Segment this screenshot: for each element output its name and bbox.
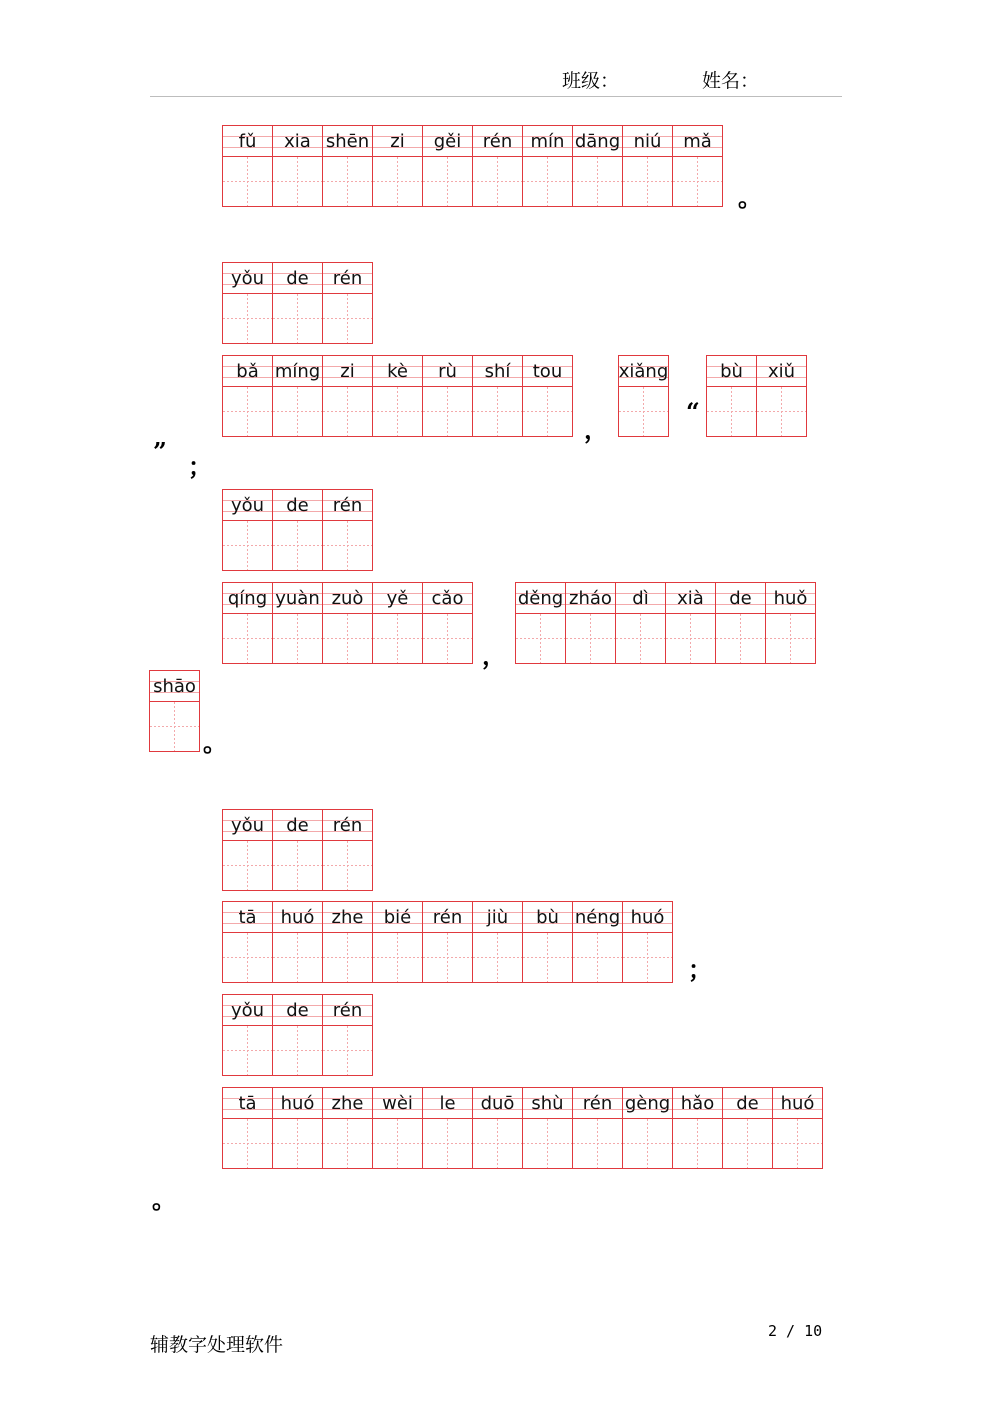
pinyin-label: dì bbox=[616, 583, 665, 614]
char-cell bbox=[757, 355, 807, 437]
pinyin-label: míng bbox=[273, 356, 322, 387]
pinyin-label: de bbox=[273, 810, 322, 841]
pinyin-label: shí bbox=[473, 356, 522, 387]
char-cell bbox=[716, 582, 766, 664]
period-1: 。 bbox=[738, 183, 762, 212]
writing-box[interactable] bbox=[573, 933, 622, 982]
writing-box[interactable] bbox=[273, 1119, 322, 1168]
pinyin-label: de bbox=[273, 263, 322, 294]
pinyin-label: huó bbox=[273, 902, 322, 933]
char-cell bbox=[423, 1087, 473, 1169]
writing-box[interactable] bbox=[273, 841, 322, 890]
writing-box[interactable] bbox=[473, 1119, 522, 1168]
writing-box[interactable] bbox=[273, 521, 322, 570]
pinyin-label: yǒu bbox=[223, 810, 272, 841]
pinyin-label: rén bbox=[473, 126, 522, 157]
writing-box[interactable] bbox=[323, 294, 372, 343]
pinyin-group-13 bbox=[222, 1087, 823, 1169]
char-cell bbox=[223, 125, 273, 207]
pinyin-label: xia bbox=[273, 126, 322, 157]
comma-2: ， bbox=[482, 641, 506, 670]
writing-box[interactable] bbox=[757, 387, 806, 436]
writing-box[interactable] bbox=[573, 157, 622, 206]
pinyin-label: néng bbox=[573, 902, 622, 933]
char-cell bbox=[516, 582, 566, 664]
char-cell bbox=[773, 1087, 823, 1169]
writing-box[interactable] bbox=[716, 614, 765, 663]
char-cell bbox=[573, 125, 623, 207]
pinyin-label: zhe bbox=[323, 902, 372, 933]
pinyin-label: rén bbox=[323, 263, 372, 294]
char-cell bbox=[473, 125, 523, 207]
pinyin-label: xiǎng bbox=[619, 356, 668, 387]
pinyin-label: zuò bbox=[323, 583, 372, 614]
class-label: 班级： bbox=[562, 70, 620, 92]
char-cell bbox=[323, 901, 373, 983]
pinyin-label: zháo bbox=[566, 583, 615, 614]
writing-box[interactable] bbox=[473, 933, 522, 982]
writing-box[interactable] bbox=[707, 387, 756, 436]
char-cell bbox=[223, 355, 273, 437]
writing-box[interactable] bbox=[373, 933, 422, 982]
writing-box[interactable] bbox=[223, 157, 272, 206]
writing-box[interactable] bbox=[323, 841, 372, 890]
char-cell bbox=[616, 582, 666, 664]
writing-box[interactable] bbox=[623, 933, 672, 982]
char-cell bbox=[323, 489, 373, 571]
writing-box[interactable] bbox=[766, 614, 815, 663]
page-number: 2 / 10 bbox=[768, 1322, 823, 1340]
writing-box[interactable] bbox=[373, 157, 422, 206]
pinyin-label: qíng bbox=[223, 583, 272, 614]
writing-box[interactable] bbox=[523, 933, 572, 982]
char-cell bbox=[273, 355, 323, 437]
char-cell bbox=[223, 994, 273, 1076]
writing-box[interactable] bbox=[223, 1119, 272, 1168]
writing-box[interactable] bbox=[673, 157, 722, 206]
pinyin-label: kè bbox=[373, 356, 422, 387]
char-cell bbox=[523, 1087, 573, 1169]
writing-box[interactable] bbox=[423, 157, 472, 206]
writing-box[interactable] bbox=[423, 614, 472, 663]
pinyin-label: zhe bbox=[323, 1088, 372, 1119]
semicolon-1: ； bbox=[188, 452, 212, 481]
pinyin-label: bù bbox=[523, 902, 572, 933]
pinyin-label: zi bbox=[373, 126, 422, 157]
pinyin-label: mǎ bbox=[673, 126, 722, 157]
pinyin-label: tou bbox=[523, 356, 572, 387]
writing-box[interactable] bbox=[373, 387, 422, 436]
semicolon-2: ； bbox=[688, 955, 712, 984]
pinyin-group-12 bbox=[222, 994, 373, 1076]
pinyin-group-5 bbox=[706, 355, 807, 437]
writing-box[interactable] bbox=[223, 933, 272, 982]
writing-box[interactable] bbox=[516, 614, 565, 663]
writing-box[interactable] bbox=[323, 1026, 372, 1075]
char-cell bbox=[673, 1087, 723, 1169]
writing-box[interactable] bbox=[273, 294, 322, 343]
pinyin-label: huó bbox=[773, 1088, 822, 1119]
pinyin-label: děng bbox=[516, 583, 565, 614]
writing-box[interactable] bbox=[223, 387, 272, 436]
pinyin-group-7 bbox=[222, 582, 473, 664]
pinyin-label: niú bbox=[623, 126, 672, 157]
char-cell bbox=[473, 355, 523, 437]
char-cell bbox=[323, 1087, 373, 1169]
pinyin-label: le bbox=[423, 1088, 472, 1119]
writing-box[interactable] bbox=[273, 614, 322, 663]
char-cell bbox=[223, 1087, 273, 1169]
pinyin-label: yǒu bbox=[223, 995, 272, 1026]
writing-box[interactable] bbox=[773, 1119, 822, 1168]
char-cell bbox=[273, 994, 323, 1076]
pinyin-group-11 bbox=[222, 901, 673, 983]
pinyin-label: de bbox=[723, 1088, 772, 1119]
char-cell bbox=[223, 262, 273, 344]
writing-box[interactable] bbox=[223, 614, 272, 663]
pinyin-label: rù bbox=[423, 356, 472, 387]
writing-box[interactable] bbox=[623, 157, 672, 206]
writing-box[interactable] bbox=[223, 1026, 272, 1075]
writing-box[interactable] bbox=[619, 387, 668, 436]
writing-box[interactable] bbox=[673, 1119, 722, 1168]
name-label: 姓名： bbox=[702, 70, 760, 92]
writing-box[interactable] bbox=[623, 1119, 672, 1168]
pinyin-label: gěi bbox=[423, 126, 472, 157]
char-cell bbox=[473, 1087, 523, 1169]
writing-box[interactable] bbox=[573, 1119, 622, 1168]
pinyin-label: rén bbox=[323, 490, 372, 521]
header-rule bbox=[150, 96, 842, 97]
pinyin-label: de bbox=[716, 583, 765, 614]
pinyin-label: zi bbox=[323, 356, 372, 387]
pinyin-group-2 bbox=[222, 262, 373, 344]
pinyin-label: rén bbox=[323, 810, 372, 841]
char-cell bbox=[373, 355, 423, 437]
char-cell bbox=[523, 125, 573, 207]
writing-box[interactable] bbox=[273, 1026, 322, 1075]
char-cell bbox=[273, 1087, 323, 1169]
writing-box[interactable] bbox=[423, 933, 472, 982]
char-cell bbox=[373, 901, 423, 983]
period-2: 。 bbox=[203, 728, 227, 757]
pinyin-label: duō bbox=[473, 1088, 522, 1119]
writing-box[interactable] bbox=[223, 841, 272, 890]
pinyin-label: huó bbox=[273, 1088, 322, 1119]
writing-box[interactable] bbox=[373, 1119, 422, 1168]
char-cell bbox=[323, 994, 373, 1076]
pinyin-label: tā bbox=[223, 1088, 272, 1119]
char-cell bbox=[273, 262, 323, 344]
pinyin-group-9 bbox=[149, 670, 200, 752]
writing-box[interactable] bbox=[723, 1119, 772, 1168]
pinyin-group-4 bbox=[618, 355, 669, 437]
pinyin-label: yǒu bbox=[223, 490, 272, 521]
char-cell bbox=[523, 901, 573, 983]
char-cell bbox=[423, 355, 473, 437]
writing-box[interactable] bbox=[666, 614, 715, 663]
pinyin-label: bù bbox=[707, 356, 756, 387]
char-cell bbox=[623, 1087, 673, 1169]
char-cell bbox=[666, 582, 716, 664]
writing-box[interactable] bbox=[273, 387, 322, 436]
writing-box[interactable] bbox=[323, 521, 372, 570]
char-cell bbox=[619, 355, 669, 437]
pinyin-label: dāng bbox=[573, 126, 622, 157]
writing-box[interactable] bbox=[223, 294, 272, 343]
char-cell bbox=[323, 809, 373, 891]
pinyin-label: mín bbox=[523, 126, 572, 157]
pinyin-label: yuàn bbox=[273, 583, 322, 614]
writing-box[interactable] bbox=[423, 387, 472, 436]
writing-box[interactable] bbox=[523, 387, 572, 436]
writing-box[interactable] bbox=[323, 157, 372, 206]
writing-box[interactable] bbox=[323, 933, 372, 982]
pinyin-label: de bbox=[273, 490, 322, 521]
char-cell bbox=[723, 1087, 773, 1169]
pinyin-label: shù bbox=[523, 1088, 572, 1119]
char-cell bbox=[273, 901, 323, 983]
char-cell bbox=[573, 1087, 623, 1169]
char-cell bbox=[707, 355, 757, 437]
pinyin-group-6 bbox=[222, 489, 373, 571]
char-cell bbox=[566, 582, 616, 664]
pinyin-group-8 bbox=[515, 582, 816, 664]
writing-box[interactable] bbox=[523, 157, 572, 206]
char-cell bbox=[423, 901, 473, 983]
pinyin-label: hǎo bbox=[673, 1088, 722, 1119]
char-cell bbox=[323, 125, 373, 207]
char-cell bbox=[223, 809, 273, 891]
pinyin-label: xiǔ bbox=[757, 356, 806, 387]
writing-box[interactable] bbox=[423, 1119, 472, 1168]
pinyin-label: cǎo bbox=[423, 583, 472, 614]
char-cell bbox=[573, 901, 623, 983]
char-cell bbox=[223, 489, 273, 571]
char-cell bbox=[150, 670, 200, 752]
pinyin-label: rén bbox=[323, 995, 372, 1026]
writing-box[interactable] bbox=[323, 614, 372, 663]
pinyin-group-3 bbox=[222, 355, 573, 437]
pinyin-group-1 bbox=[222, 125, 723, 207]
writing-box[interactable] bbox=[616, 614, 665, 663]
writing-box[interactable] bbox=[523, 1119, 572, 1168]
char-cell bbox=[473, 901, 523, 983]
char-cell bbox=[273, 582, 323, 664]
writing-box[interactable] bbox=[273, 933, 322, 982]
pinyin-label: huó bbox=[623, 902, 672, 933]
writing-box[interactable] bbox=[223, 521, 272, 570]
char-cell bbox=[423, 582, 473, 664]
char-cell bbox=[373, 1087, 423, 1169]
pinyin-label: wèi bbox=[373, 1088, 422, 1119]
char-cell bbox=[273, 809, 323, 891]
writing-box[interactable] bbox=[323, 1119, 372, 1168]
char-cell bbox=[223, 582, 273, 664]
char-cell bbox=[223, 901, 273, 983]
pinyin-group-10 bbox=[222, 809, 373, 891]
period-3: 。 bbox=[152, 1185, 176, 1214]
close-quote: ” bbox=[153, 437, 167, 466]
pinyin-label: bǎ bbox=[223, 356, 272, 387]
char-cell bbox=[323, 262, 373, 344]
writing-box[interactable] bbox=[473, 157, 522, 206]
pinyin-label: shāo bbox=[150, 671, 199, 702]
writing-box[interactable] bbox=[150, 702, 199, 751]
char-cell bbox=[373, 125, 423, 207]
char-cell bbox=[673, 125, 723, 207]
char-cell bbox=[623, 901, 673, 983]
pinyin-label: bié bbox=[373, 902, 422, 933]
char-cell bbox=[623, 125, 673, 207]
pinyin-label: rén bbox=[573, 1088, 622, 1119]
pinyin-label: gèng bbox=[623, 1088, 672, 1119]
pinyin-label: tā bbox=[223, 902, 272, 933]
char-cell bbox=[273, 489, 323, 571]
char-cell bbox=[523, 355, 573, 437]
char-cell bbox=[373, 582, 423, 664]
pinyin-label: yě bbox=[373, 583, 422, 614]
pinyin-label: de bbox=[273, 995, 322, 1026]
comma-1: ， bbox=[584, 415, 608, 444]
open-quote: “ bbox=[686, 397, 700, 426]
char-cell bbox=[323, 355, 373, 437]
pinyin-label: rén bbox=[423, 902, 472, 933]
pinyin-label: shēn bbox=[323, 126, 372, 157]
pinyin-label: yǒu bbox=[223, 263, 272, 294]
writing-box[interactable] bbox=[273, 157, 322, 206]
footer-software: 辅教字处理软件 bbox=[150, 1334, 284, 1356]
char-cell bbox=[766, 582, 816, 664]
pinyin-label: fǔ bbox=[223, 126, 272, 157]
pinyin-label: jiù bbox=[473, 902, 522, 933]
writing-box[interactable] bbox=[323, 387, 372, 436]
char-cell bbox=[423, 125, 473, 207]
writing-box[interactable] bbox=[373, 614, 422, 663]
writing-box[interactable] bbox=[473, 387, 522, 436]
pinyin-label: xià bbox=[666, 583, 715, 614]
pinyin-label: huǒ bbox=[766, 583, 815, 614]
char-cell bbox=[273, 125, 323, 207]
writing-box[interactable] bbox=[566, 614, 615, 663]
char-cell bbox=[323, 582, 373, 664]
